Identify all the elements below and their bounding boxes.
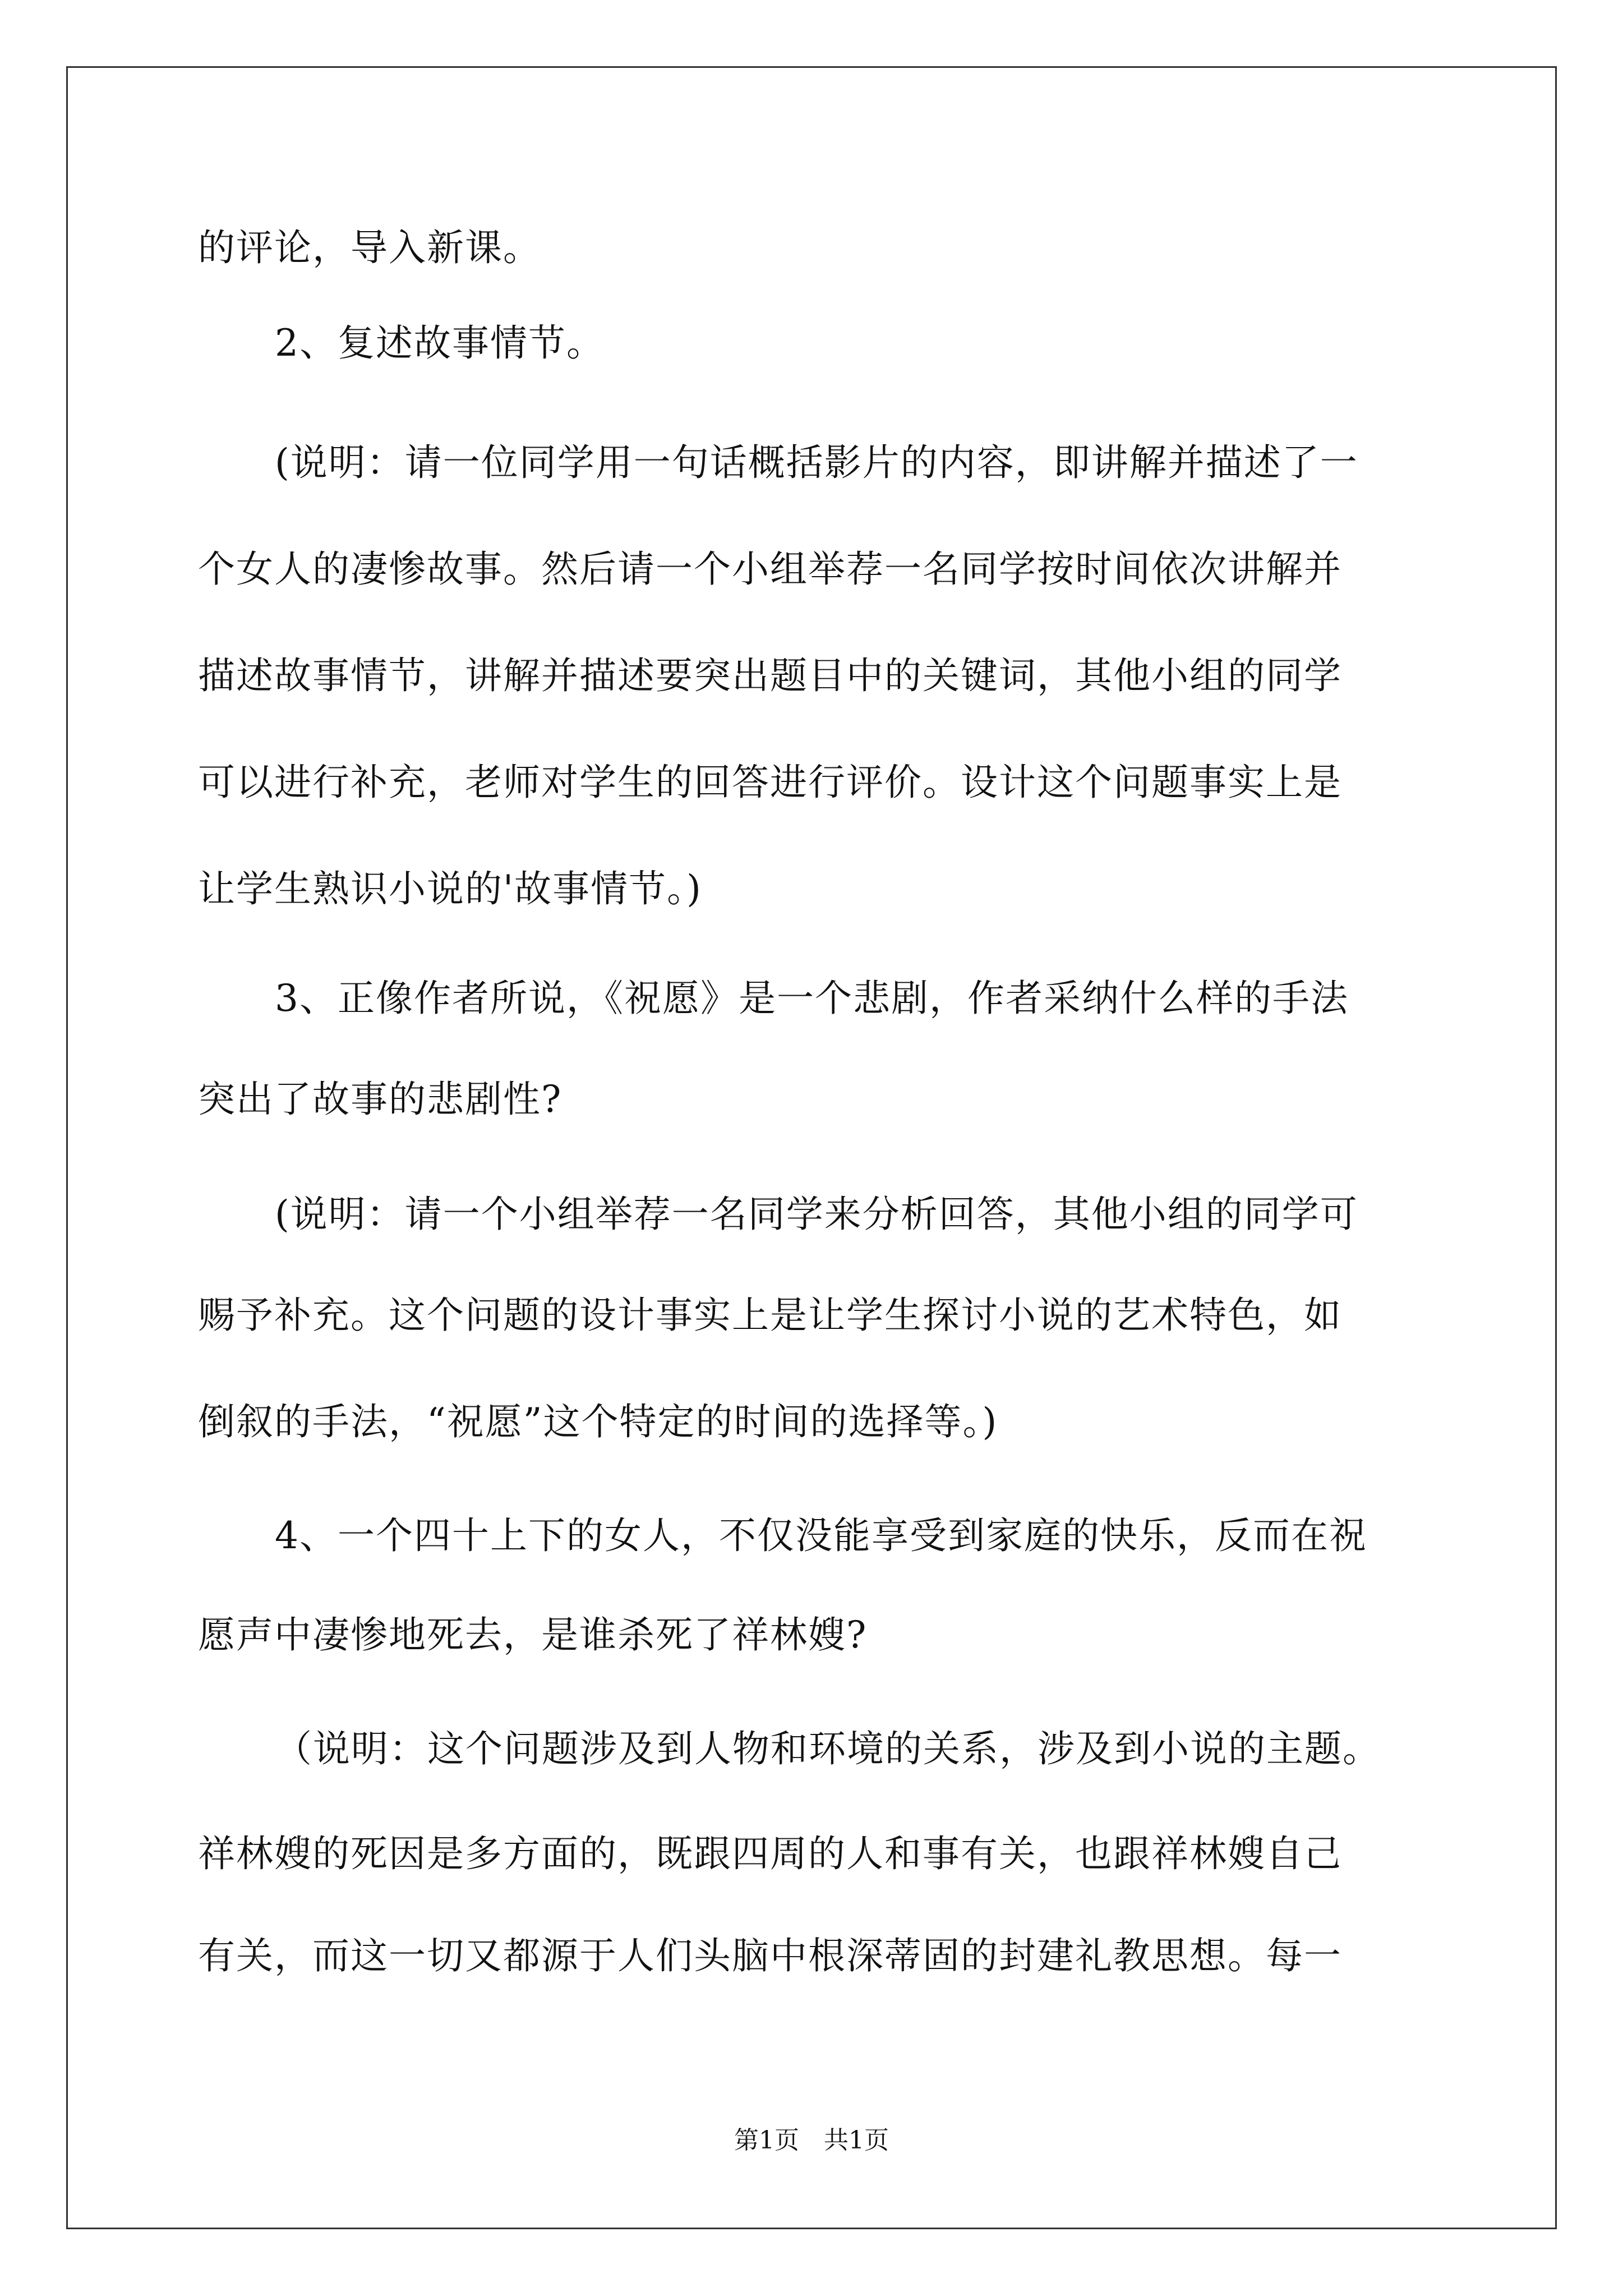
body-text-line: 赐予补充。这个问题的设计事实上是让学生探讨小说的艺术特色，如 [198, 1294, 1342, 1337]
body-text-line: （说明：这个问题涉及到人物和环境的关系，涉及到小说的主题。 [275, 1727, 1381, 1770]
body-text-line: 有关，而这一切又都源于人们头脑中根深蒂固的封建礼教思想。每一 [198, 1934, 1342, 1977]
body-text-line: 倒叙的手法，“祝愿”这个特定的时间的选择等。) [198, 1400, 998, 1443]
page-border [66, 66, 1557, 2229]
body-text-line: 祥林嫂的死因是多方面的，既跟四周的人和事有关，也跟祥林嫂自己 [198, 1832, 1342, 1875]
body-text-line: 4、一个四十上下的女人，不仅没能享受到家庭的快乐，反而在祝 [275, 1514, 1367, 1557]
body-text-line: 愿声中凄惨地死去，是谁杀死了祥林嫂? [198, 1613, 868, 1657]
body-text-line: 个女人的凄惨故事。然后请一个小组举荐一名同学按时间依次讲解并 [198, 547, 1342, 591]
body-text-line: 可以进行补充，老师对学生的回答进行评价。设计这个问题事实上是 [198, 761, 1342, 804]
body-text-line: 描述故事情节，讲解并描述要突出题目中的关键词，其他小组的同学 [198, 654, 1342, 697]
body-text-line: (说明：请一个小组举荐一名同学来分析回答，其他小组的同学可 [275, 1193, 1358, 1236]
body-text-line: 的评论，导入新课。 [198, 226, 541, 269]
body-text-line: 让学生熟识小说的'故事情节。) [198, 867, 702, 910]
page-number-footer: 第1页 共1页 [734, 2126, 889, 2155]
body-text-line: 2、复述故事情节。 [275, 321, 605, 365]
body-text-line: (说明：请一位同学用一句话概括影片的内容，即讲解并描述了一 [275, 441, 1358, 484]
body-text-line: 突出了故事的悲剧性? [198, 1078, 562, 1121]
body-text-line: 3、正像作者所说，《祝愿》是一个悲剧，作者采纳什么样的手法 [275, 977, 1349, 1020]
